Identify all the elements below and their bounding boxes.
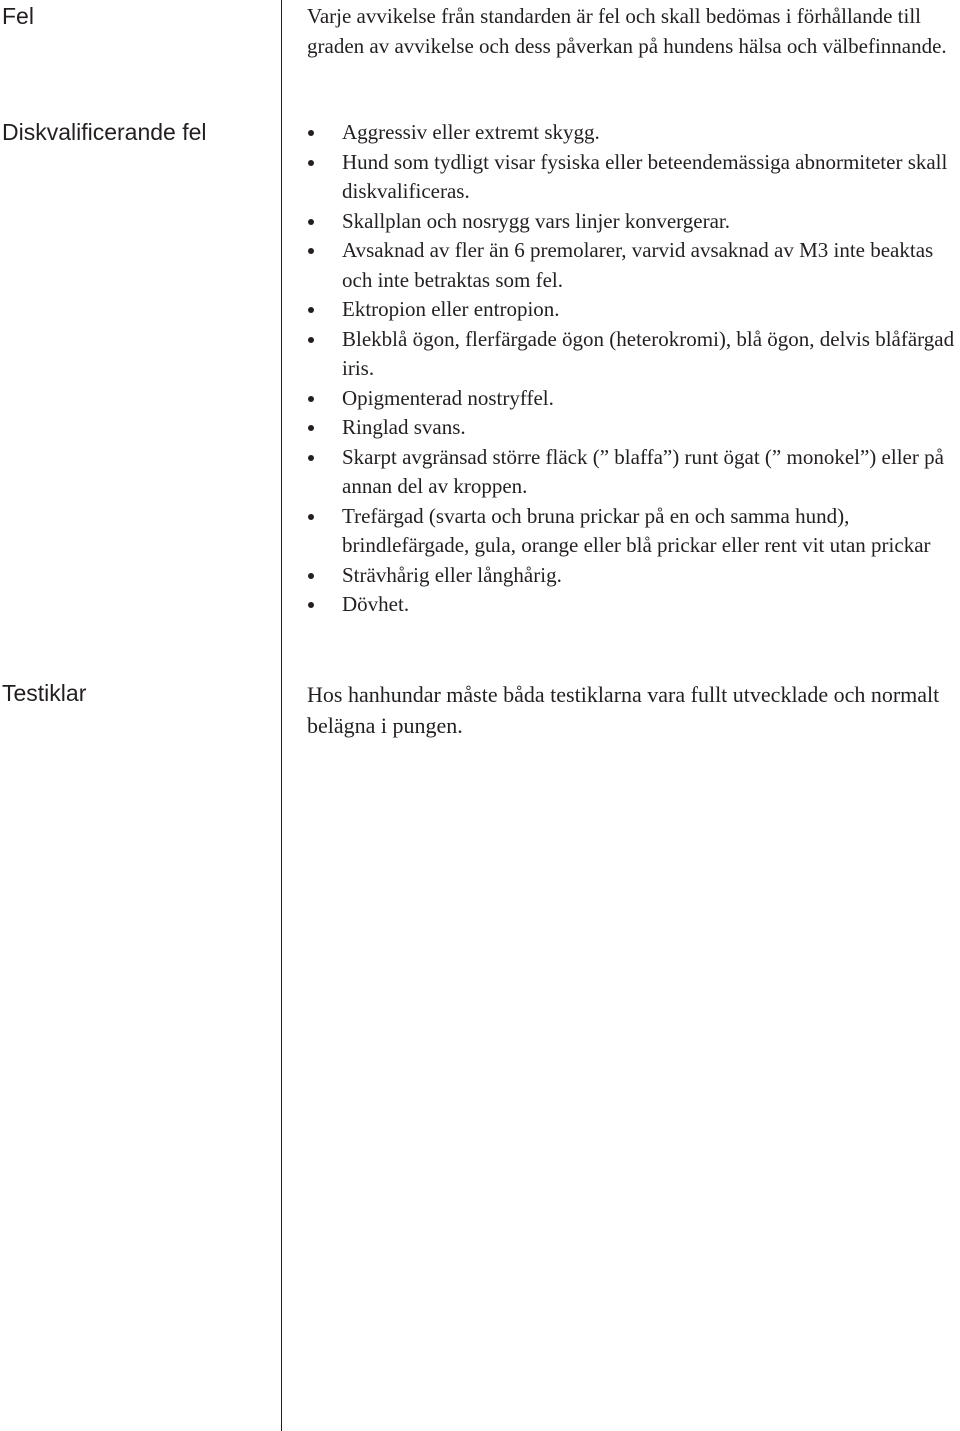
list-item-text: Ektropion eller entropion. (342, 297, 560, 321)
fel-paragraph: Varje avvikelse från standarden är fel och skall bedömas i förhållande till graden av avvikelse och dess påverkan på hundens hälsa och välbefinnande. (307, 4, 947, 58)
bullet-icon (308, 307, 314, 313)
bullet-icon (308, 573, 314, 579)
list-item (307, 384, 959, 414)
list-item-text: Aggressiv eller extremt skygg. (342, 120, 600, 144)
heading-diskvalificerande-fel: Diskvalificerande fel (2, 119, 207, 145)
list-item (307, 295, 959, 325)
bullet-icon (308, 396, 314, 402)
list-item (307, 561, 959, 591)
testiklar-paragraph: Hos hanhundar måste båda testiklarna vara fullt utvecklade och normalt belägna i pungen. (307, 682, 940, 738)
heading-fel: Fel (2, 3, 34, 29)
heading-testiklar: Testiklar (2, 680, 87, 706)
list-item-text: Strävhårig eller långhårig. (342, 562, 562, 587)
bullet-icon (308, 160, 314, 166)
list-item (307, 443, 959, 502)
bullet-icon (308, 455, 314, 461)
list-item-text: Ringlad svans. (342, 415, 466, 439)
list-item (307, 118, 959, 148)
bullet-icon (308, 602, 314, 608)
list-item-text: Opigmenterad nostryffel. (342, 385, 554, 410)
bullet-icon (308, 425, 314, 431)
list-item-text: Skarpt avgränsad större fläck (” blaffa”) runt ögat (” monokel”) eller på annan del av kroppen. (342, 444, 944, 498)
list-item-text: Hund som tydligt visar fysiska eller beteendemässiga abnormiteter skall diskvalificeras. (342, 149, 948, 203)
bullet-icon (308, 248, 314, 254)
column-divider (281, 0, 282, 1431)
list-item-text: Avsaknad av fler än 6 premolarer, varvid avsaknad av M3 inte beaktas och inte betraktas som fel. (342, 238, 934, 292)
bullet-icon (308, 337, 314, 343)
list-item (307, 502, 959, 561)
bullet-icon (308, 514, 314, 520)
bullet-icon (308, 130, 314, 136)
list-item (307, 325, 959, 384)
list-item-text: Blekblå ögon, flerfärgade ögon (heterokromi), blå ögon, delvis blåfärgad iris. (342, 326, 955, 380)
list-item (307, 413, 959, 443)
list-item (307, 207, 959, 237)
list-item (307, 236, 959, 295)
list-item-text: Skallplan och nosrygg vars linjer konvergerar. (342, 208, 731, 233)
list-item (307, 148, 959, 207)
bullet-icon (308, 219, 314, 225)
list-item (307, 590, 959, 620)
list-item-text: Dövhet. (342, 592, 410, 616)
disqualifying-faults-list (307, 118, 959, 620)
list-item-text: Trefärgad (svarta och bruna prickar på en och samma hund), brindlefärgade, gula, orange eller blå prickar eller rent vit utan prickar (342, 503, 931, 557)
